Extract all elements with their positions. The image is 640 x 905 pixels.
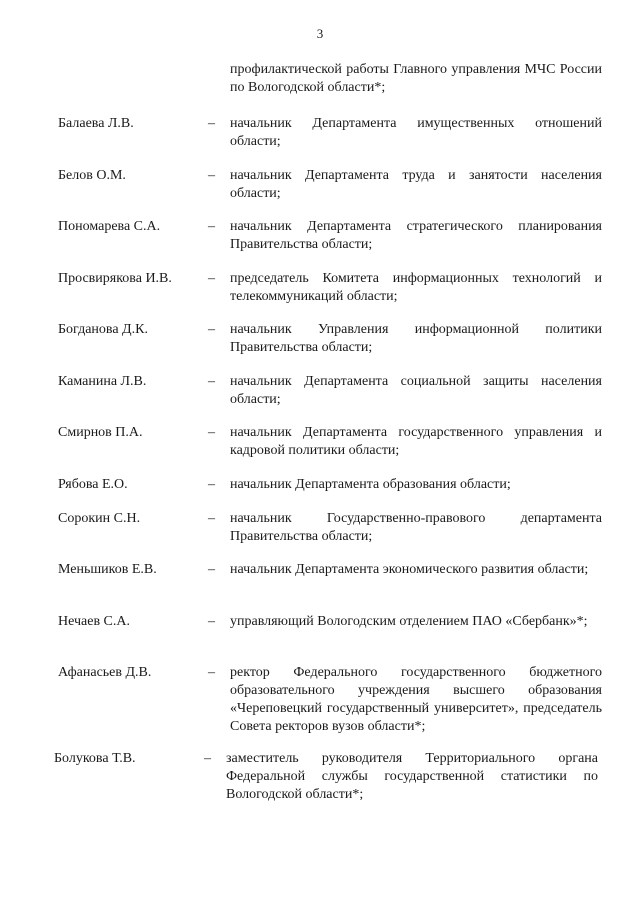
member-name: Просвирякова И.В. [58,271,172,286]
member-role: начальник Департамента государственного управления и кадровой политики области; [230,425,602,458]
member-role: начальник Департамента образования области; [230,477,511,492]
member-name: Смирнов П.А. [58,425,143,440]
member-name: Богданова Д.К. [58,322,148,337]
dash: – [208,477,215,492]
dash: – [208,425,215,440]
member-name: Афанасьев Д.В. [58,665,152,680]
dash: – [204,751,211,766]
member-name: Белов О.М. [58,168,126,183]
member-name: Пономарева С.А. [58,219,161,234]
member-role: начальник Департамента экономического развития области; [230,562,589,577]
dash: – [208,665,215,680]
member-role: ректор Федерального государственного бюджетного образовательного учреждения высшего образования «Череповецкий государственный университет», председатель Совета ректоров вузов области*; [230,665,602,734]
dash: – [208,614,215,629]
member-name: Сорокин С.Н. [58,511,141,526]
member-name: Нечаев С.А. [58,614,131,629]
dash: – [208,219,215,234]
member-role: начальник Департамента стратегического планирования Правительства области; [230,219,602,252]
member-role: начальник Государственно-правового департамента Правительства области; [230,511,602,544]
member-role: начальник Управления информационной политики Правительства области; [230,322,602,355]
member-name: Меньшиков Е.В. [58,562,157,577]
member-role: председатель Комитета информационных технологий и телекоммуникаций области; [230,271,602,304]
member-role: начальник Департамента имущественных отношений области; [230,116,602,149]
dash: – [208,322,215,337]
dash: – [208,271,215,286]
member-role: начальник Департамента труда и занятости населения области; [230,168,602,201]
member-role: начальник Департамента социальной защиты населения области; [230,374,602,407]
page-number: 3 [316,26,324,41]
dash: – [208,562,215,577]
dash: – [208,374,215,389]
member-name: Болукова Т.В. [54,751,136,766]
member-role: управляющий Вологодским отделением ПАО «Сбербанк»*; [230,614,588,629]
dash: – [208,168,215,183]
member-role: заместитель руководителя Территориального органа Федеральной службы государственной статистики по Вологодской области*; [226,751,598,802]
dash: – [208,116,215,131]
dash: – [208,511,215,526]
member-name: Рябова Е.О. [58,477,128,492]
continued-role-text: профилактической работы Главного управления МЧС России по Вологодской области*; [230,62,602,95]
member-name: Балаева Л.В. [58,116,134,131]
member-name: Каманина Л.В. [58,374,147,389]
